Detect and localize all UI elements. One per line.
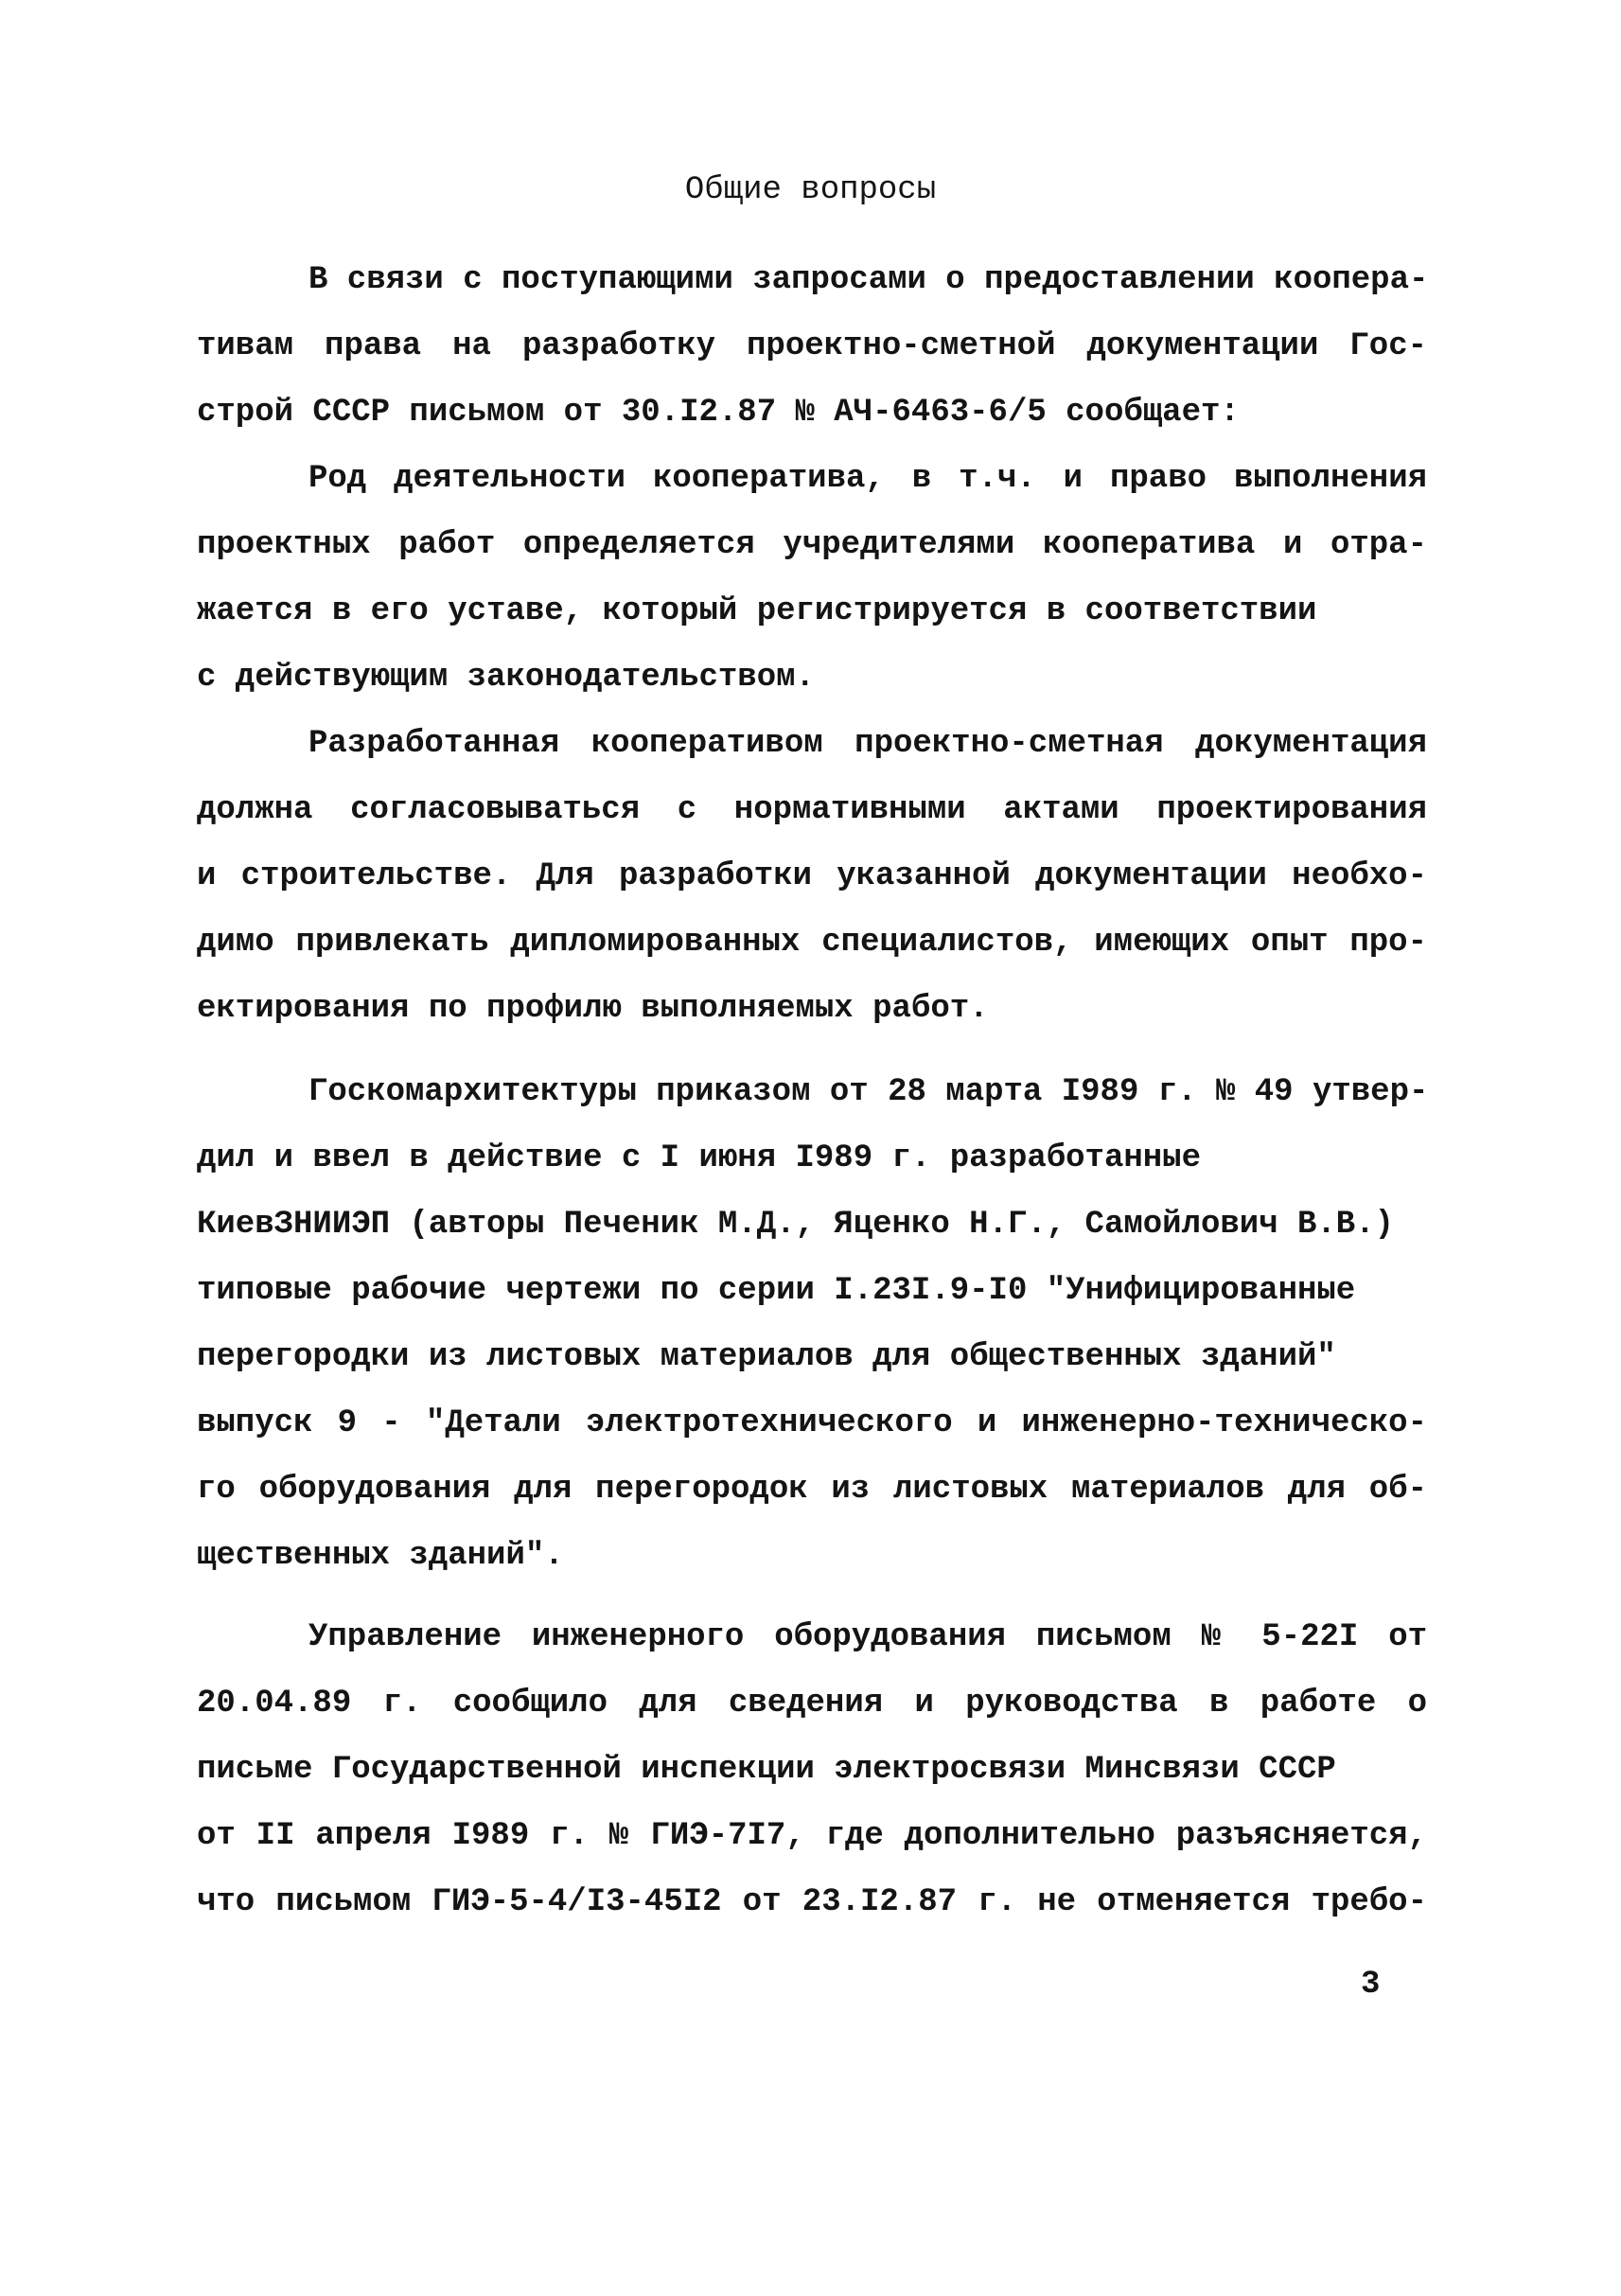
paragraph-3-line-5: ектирования по профилю выполняемых работ.: [197, 991, 989, 1027]
paragraph-4-line-3: КиевЗНИИЭП (авторы Печеник М.Д., Яценко Н.Г., Самойлович В.В.): [197, 1207, 1395, 1243]
paragraph-2-line-3: жается в его уставе, который регистрируется в соответствии: [197, 593, 1317, 629]
section-title: Общие вопросы: [684, 172, 937, 208]
paragraph-3-line-3: и строительстве. Для разработки указанной документации необхо-: [197, 858, 1427, 894]
paragraph-3-line-1: Разработанная кооперативом проектно-сметная документация: [308, 726, 1427, 762]
paragraph-5-line-1: Управление инженерного оборудования письмом № 5-22I от: [308, 1619, 1427, 1655]
paragraph-2-line-1: Род деятельности кооператива, в т.ч. и право выполнения: [308, 461, 1427, 497]
paragraph-4-line-1: Госкомархитектуры приказом от 28 марта I989 г. № 49 утвер-: [308, 1074, 1429, 1110]
paragraph-4-line-8: щественных зданий".: [197, 1538, 564, 1574]
paragraph-4-line-4: типовые рабочие чертежи по серии I.23I.9-I0 "Унифицированные: [197, 1273, 1356, 1309]
paragraph-4-line-5: перегородки из листовых материалов для общественных зданий": [197, 1339, 1336, 1375]
paragraph-5-line-4: от II апреля I989 г. № ГИЭ-7I7, где дополнительно разъясняется,: [197, 1818, 1427, 1854]
paragraph-2-line-4: с действующим законодательством.: [197, 660, 815, 696]
page-number: 3: [1361, 1967, 1381, 2003]
paragraph-4-line-2: дил и ввел в действие с I июня I989 г. разработанные: [197, 1140, 1201, 1176]
paragraph-1-line-2: тивам права на разработку проектно-сметной документации Гос-: [197, 328, 1427, 364]
paragraph-2-line-2: проектных работ определяется учредителями кооператива и отра-: [197, 527, 1427, 563]
paragraph-3-line-4: димо привлекать дипломированных специалистов, имеющих опыт про-: [197, 925, 1427, 961]
paragraph-4-line-7: го оборудования для перегородок из листовых материалов для об-: [197, 1472, 1427, 1508]
paragraph-4-line-6: выпуск 9 - "Детали электротехнического и инженерно-техническо-: [197, 1405, 1427, 1441]
paragraph-5-line-5: что письмом ГИЭ-5-4/I3-45I2 от 23.I2.87 г. не отменяется требо-: [197, 1884, 1427, 1920]
paragraph-3-line-2: должна согласовываться с нормативными актами проектирования: [197, 792, 1427, 828]
paragraph-5-line-2: 20.04.89 г. сообщило для сведения и руководства в работе о: [197, 1686, 1427, 1722]
paragraph-1-line-1: В связи с поступающими запросами о предоставлении коопера-: [308, 262, 1429, 298]
paragraph-1-line-3: строй СССР письмом от 30.I2.87 № АЧ-6463-6/5 сообщает:: [197, 395, 1240, 431]
paragraph-5-line-3: письме Государственной инспекции электросвязи Минсвязи СССР: [197, 1752, 1336, 1788]
